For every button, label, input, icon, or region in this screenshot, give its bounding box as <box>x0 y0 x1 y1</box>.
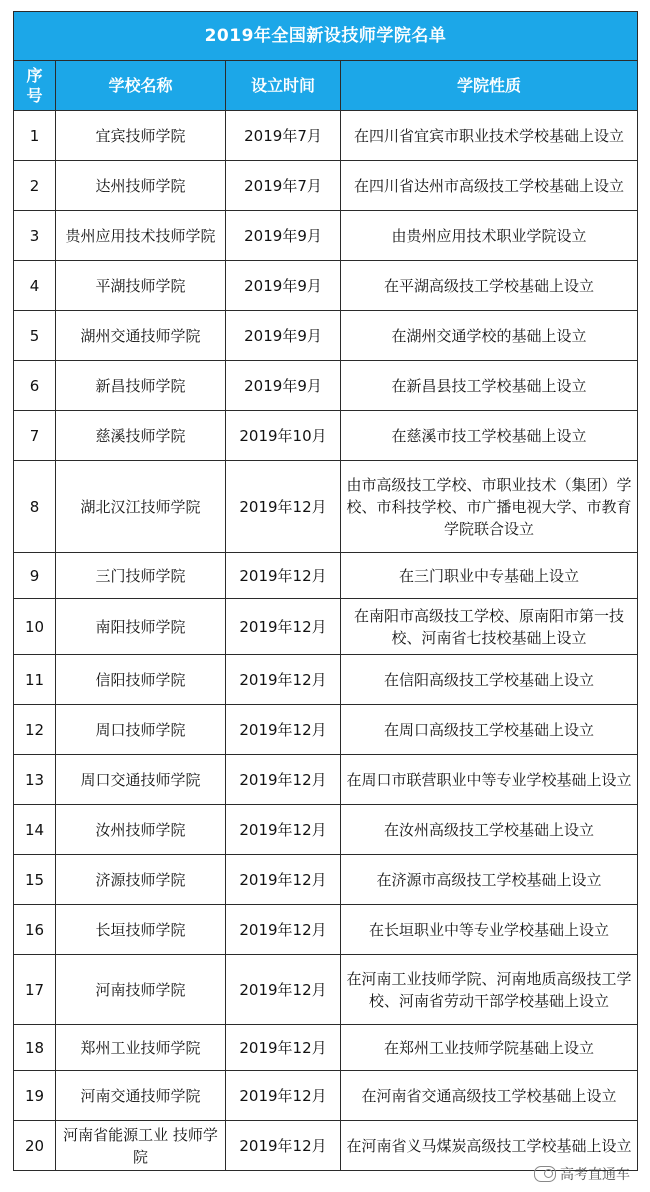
cell-college-nature: 在平湖高级技工学校基础上设立 <box>341 261 638 311</box>
table-row <box>14 411 638 461</box>
cell-school-name: 济源技师学院 <box>56 855 226 905</box>
cell-school-name: 宜宾技师学院 <box>56 111 226 161</box>
cell-school-name: 达州技师学院 <box>56 161 226 211</box>
table-row <box>14 655 638 705</box>
cell-established-time: 2019年9月 <box>226 211 341 261</box>
cell-established-time: 2019年12月 <box>226 905 341 955</box>
cell-established-time: 2019年12月 <box>226 805 341 855</box>
cell-school-name: 湖州交通技师学院 <box>56 311 226 361</box>
header-established-time: 设立时间 <box>226 61 341 111</box>
wechat-icon <box>534 1166 556 1182</box>
cell-college-nature: 在河南省义马煤炭高级技工学校基础上设立 <box>341 1121 638 1171</box>
document-table-wrapper <box>13 11 637 1171</box>
cell-seq: 14 <box>14 805 56 855</box>
table-row <box>14 855 638 905</box>
cell-college-nature: 在长垣职业中等专业学校基础上设立 <box>341 905 638 955</box>
cell-college-nature: 在信阳高级技工学校基础上设立 <box>341 655 638 705</box>
table-row <box>14 261 638 311</box>
table-row <box>14 211 638 261</box>
cell-school-name: 周口技师学院 <box>56 705 226 755</box>
cell-school-name: 河南省能源工业 技师学院 <box>56 1121 226 1171</box>
header-seq: 序号 <box>14 61 56 111</box>
cell-college-nature: 在周口高级技工学校基础上设立 <box>341 705 638 755</box>
cell-seq: 18 <box>14 1025 56 1071</box>
cell-seq: 12 <box>14 705 56 755</box>
cell-college-nature: 在郑州工业技师学院基础上设立 <box>341 1025 638 1071</box>
cell-seq: 3 <box>14 211 56 261</box>
cell-established-time: 2019年7月 <box>226 111 341 161</box>
cell-seq: 7 <box>14 411 56 461</box>
table-row <box>14 361 638 411</box>
table-row <box>14 755 638 805</box>
watermark <box>534 1164 630 1184</box>
table-row <box>14 1121 638 1171</box>
cell-seq: 2 <box>14 161 56 211</box>
cell-seq: 17 <box>14 955 56 1025</box>
cell-school-name: 周口交通技师学院 <box>56 755 226 805</box>
table-title-row <box>14 12 638 61</box>
cell-established-time: 2019年9月 <box>226 311 341 361</box>
header-school-name: 学校名称 <box>56 61 226 111</box>
cell-seq: 6 <box>14 361 56 411</box>
table-row <box>14 705 638 755</box>
cell-established-time: 2019年9月 <box>226 261 341 311</box>
table-row <box>14 311 638 361</box>
cell-seq: 20 <box>14 1121 56 1171</box>
cell-school-name: 长垣技师学院 <box>56 905 226 955</box>
cell-school-name: 湖北汉江技师学院 <box>56 461 226 553</box>
cell-college-nature: 在四川省达州市高级技工学校基础上设立 <box>341 161 638 211</box>
cell-school-name: 贵州应用技术技师学院 <box>56 211 226 261</box>
cell-seq: 9 <box>14 553 56 599</box>
cell-established-time: 2019年12月 <box>226 655 341 705</box>
cell-established-time: 2019年9月 <box>226 361 341 411</box>
cell-school-name: 信阳技师学院 <box>56 655 226 705</box>
cell-college-nature: 在河南省交通高级技工学校基础上设立 <box>341 1071 638 1121</box>
cell-school-name: 郑州工业技师学院 <box>56 1025 226 1071</box>
cell-school-name: 平湖技师学院 <box>56 261 226 311</box>
table-row <box>14 111 638 161</box>
cell-seq: 13 <box>14 755 56 805</box>
cell-college-nature: 在河南工业技师学院、河南地质高级技工学校、河南省劳动干部学校基础上设立 <box>341 955 638 1025</box>
cell-established-time: 2019年12月 <box>226 599 341 655</box>
cell-established-time: 2019年12月 <box>226 855 341 905</box>
table-row <box>14 805 638 855</box>
cell-seq: 19 <box>14 1071 56 1121</box>
table-row <box>14 905 638 955</box>
cell-college-nature: 由市高级技工学校、市职业技术（集团）学校、市科技学校、市广播电视大学、市教育学院联合设立 <box>341 461 638 553</box>
cell-college-nature: 在新昌县技工学校基础上设立 <box>341 361 638 411</box>
college-list-table <box>13 11 638 1171</box>
cell-established-time: 2019年12月 <box>226 1121 341 1171</box>
cell-seq: 1 <box>14 111 56 161</box>
cell-college-nature: 由贵州应用技术职业学院设立 <box>341 211 638 261</box>
cell-established-time: 2019年12月 <box>226 755 341 805</box>
cell-seq: 10 <box>14 599 56 655</box>
table-row <box>14 553 638 599</box>
cell-college-nature: 在汝州高级技工学校基础上设立 <box>341 805 638 855</box>
watermark-text: 高考直通车 <box>560 1167 630 1183</box>
cell-school-name: 河南技师学院 <box>56 955 226 1025</box>
header-college-nature: 学院性质 <box>341 61 638 111</box>
table-row <box>14 599 638 655</box>
cell-college-nature: 在湖州交通学校的基础上设立 <box>341 311 638 361</box>
table-row <box>14 1071 638 1121</box>
cell-college-nature: 在四川省宜宾市职业技术学校基础上设立 <box>341 111 638 161</box>
cell-established-time: 2019年12月 <box>226 705 341 755</box>
cell-college-nature: 在慈溪市技工学校基础上设立 <box>341 411 638 461</box>
cell-established-time: 2019年7月 <box>226 161 341 211</box>
cell-seq: 16 <box>14 905 56 955</box>
cell-established-time: 2019年12月 <box>226 461 341 553</box>
cell-seq: 15 <box>14 855 56 905</box>
cell-seq: 4 <box>14 261 56 311</box>
cell-college-nature: 在周口市联营职业中等专业学校基础上设立 <box>341 755 638 805</box>
cell-seq: 5 <box>14 311 56 361</box>
cell-school-name: 汝州技师学院 <box>56 805 226 855</box>
cell-college-nature: 在三门职业中专基础上设立 <box>341 553 638 599</box>
cell-seq: 8 <box>14 461 56 553</box>
cell-college-nature: 在济源市高级技工学校基础上设立 <box>341 855 638 905</box>
cell-school-name: 南阳技师学院 <box>56 599 226 655</box>
table-row <box>14 461 638 553</box>
table-title: 2019年全国新设技师学院名单 <box>14 12 638 61</box>
cell-school-name: 慈溪技师学院 <box>56 411 226 461</box>
cell-college-nature: 在南阳市高级技工学校、原南阳市第一技校、河南省七技校基础上设立 <box>341 599 638 655</box>
cell-established-time: 2019年12月 <box>226 1025 341 1071</box>
cell-established-time: 2019年10月 <box>226 411 341 461</box>
cell-school-name: 河南交通技师学院 <box>56 1071 226 1121</box>
table-header-row <box>14 61 638 111</box>
table-row <box>14 1025 638 1071</box>
table-row <box>14 161 638 211</box>
cell-established-time: 2019年12月 <box>226 553 341 599</box>
cell-school-name: 三门技师学院 <box>56 553 226 599</box>
cell-school-name: 新昌技师学院 <box>56 361 226 411</box>
table-row <box>14 955 638 1025</box>
cell-seq: 11 <box>14 655 56 705</box>
cell-established-time: 2019年12月 <box>226 955 341 1025</box>
cell-established-time: 2019年12月 <box>226 1071 341 1121</box>
